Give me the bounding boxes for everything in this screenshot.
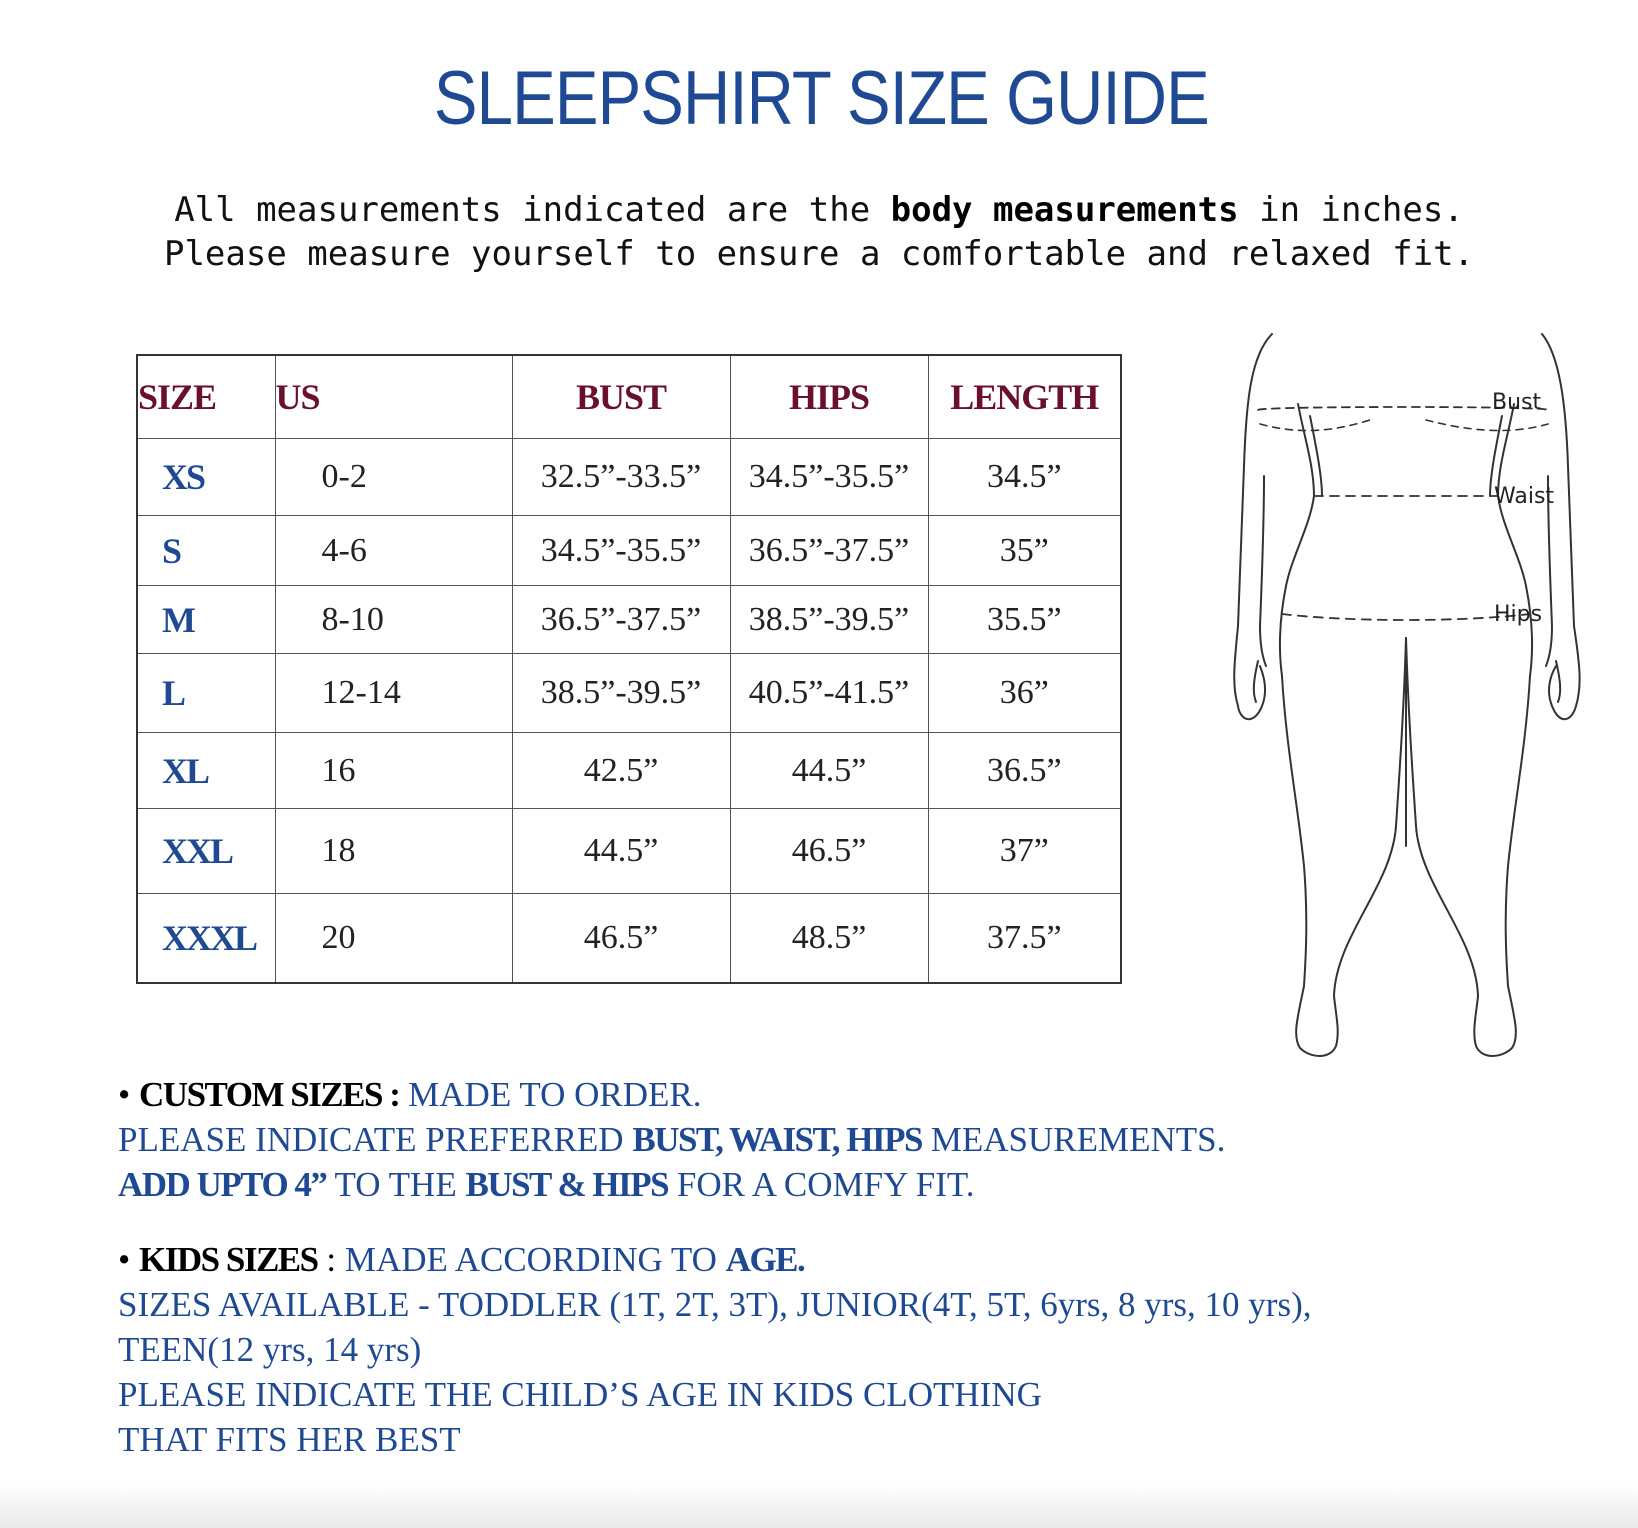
- bust-cell: 42.5”: [512, 733, 730, 809]
- size-cell: XXXL: [137, 894, 275, 983]
- us-cell: 4-6: [275, 516, 512, 586]
- us-cell: 0-2: [275, 439, 512, 516]
- page-title: SLEEPSHIRT SIZE GUIDE: [433, 56, 1209, 141]
- kids-text: MADE ACCORDING TO: [344, 1240, 726, 1279]
- header-length: LENGTH: [928, 355, 1121, 439]
- us-cell: 20: [275, 894, 512, 983]
- table-row: [137, 516, 1121, 586]
- kids-age-text: AGE.: [725, 1240, 805, 1279]
- custom-sizes-heading: CUSTOM SIZES :: [139, 1075, 400, 1114]
- kids-separator: :: [317, 1240, 345, 1279]
- bullet-icon: •: [118, 1075, 131, 1114]
- bust-cell: 36.5”-37.5”: [512, 586, 730, 654]
- size-table: [136, 354, 1122, 984]
- bullet-icon: •: [118, 1240, 131, 1279]
- length-cell: 36”: [928, 654, 1121, 733]
- body-outline-icon: [1230, 326, 1590, 1071]
- size-cell: L: [137, 654, 275, 733]
- notes-section: [118, 1072, 1598, 1462]
- size-cell: S: [137, 516, 275, 586]
- header-us: US: [275, 355, 512, 439]
- kids-sizes-line-5: THAT FITS HER BEST: [118, 1420, 461, 1459]
- custom-text-part: TO THE: [326, 1165, 466, 1204]
- custom-sizes-line-3: [118, 1162, 1598, 1207]
- custom-strong-text: BUST, WAIST, HIPS: [632, 1120, 922, 1159]
- kids-sizes-line-2: SIZES AVAILABLE - TODDLER (1T, 2T, 3T), JUNIOR(4T, 5T, 6yrs, 8 yrs, 10 yrs),: [118, 1285, 1312, 1324]
- custom-sizes-line-2: [118, 1117, 1598, 1162]
- hips-cell: 46.5”: [730, 809, 928, 894]
- bust-cell: 38.5”-39.5”: [512, 654, 730, 733]
- intro-text-part: All measurements indicated are the: [174, 190, 891, 230]
- us-cell: 16: [275, 733, 512, 809]
- figure-label-waist: Waist: [1494, 484, 1555, 509]
- header-size: SIZE: [137, 355, 275, 439]
- table-row: [137, 809, 1121, 894]
- bust-cell: 46.5”: [512, 894, 730, 983]
- bottom-fade: [0, 1484, 1638, 1528]
- custom-strong-text: ADD UPTO 4”: [118, 1165, 327, 1204]
- kids-sizes-heading: KIDS SIZES: [139, 1240, 318, 1279]
- hips-cell: 36.5”-37.5”: [730, 516, 928, 586]
- length-cell: 37.5”: [928, 894, 1121, 983]
- intro-text-part: in inches.: [1238, 190, 1464, 230]
- us-cell: 18: [275, 809, 512, 894]
- table-row: [137, 654, 1121, 733]
- bust-cell: 32.5”-33.5”: [512, 439, 730, 516]
- figure-label-hips: Hips: [1494, 602, 1543, 627]
- size-cell: XS: [137, 439, 275, 516]
- us-cell: 8-10: [275, 586, 512, 654]
- kids-sizes-line-4: PLEASE INDICATE THE CHILD’S AGE IN KIDS CLOTHING: [118, 1375, 1042, 1414]
- intro-text: [0, 188, 1638, 276]
- table-row: [137, 733, 1121, 809]
- header-hips: HIPS: [730, 355, 928, 439]
- body-measurement-figure: [1230, 326, 1590, 1071]
- table-row: [137, 439, 1121, 516]
- length-cell: 35”: [928, 516, 1121, 586]
- table-header-row: [137, 355, 1121, 439]
- hips-cell: 40.5”-41.5”: [730, 654, 928, 733]
- custom-sizes-line-1: [118, 1072, 1598, 1117]
- custom-sizes-text: MADE TO ORDER.: [399, 1075, 702, 1114]
- length-cell: 34.5”: [928, 439, 1121, 516]
- custom-text-part: MEASUREMENTS.: [921, 1120, 1226, 1159]
- table-row: [137, 586, 1121, 654]
- kids-sizes-line-1: [118, 1237, 1598, 1282]
- length-cell: 35.5”: [928, 586, 1121, 654]
- kids-sizes-line-3: TEEN(12 yrs, 14 yrs): [118, 1330, 422, 1369]
- hips-cell: 34.5”-35.5”: [730, 439, 928, 516]
- us-cell: 12-14: [275, 654, 512, 733]
- custom-text-part: PLEASE INDICATE PREFERRED: [118, 1120, 633, 1159]
- bust-cell: 34.5”-35.5”: [512, 516, 730, 586]
- custom-text-part: FOR A COMFY FIT.: [668, 1165, 975, 1204]
- size-cell: XL: [137, 733, 275, 809]
- spacer: [118, 1207, 1598, 1237]
- header-bust: BUST: [512, 355, 730, 439]
- custom-strong-text: BUST & HIPS: [465, 1165, 669, 1204]
- hips-cell: 44.5”: [730, 733, 928, 809]
- intro-bold-text: body measurements: [890, 190, 1239, 230]
- intro-line-2: Please measure yourself to ensure a comfortable and relaxed fit.: [163, 234, 1475, 274]
- table-row: [137, 894, 1121, 983]
- size-cell: XXL: [137, 809, 275, 894]
- length-cell: 36.5”: [928, 733, 1121, 809]
- size-cell: M: [137, 586, 275, 654]
- hips-cell: 48.5”: [730, 894, 928, 983]
- length-cell: 37”: [928, 809, 1121, 894]
- hips-cell: 38.5”-39.5”: [730, 586, 928, 654]
- intro-line-1: [0, 188, 1638, 232]
- bust-cell: 44.5”: [512, 809, 730, 894]
- figure-label-bust: Bust: [1492, 390, 1542, 415]
